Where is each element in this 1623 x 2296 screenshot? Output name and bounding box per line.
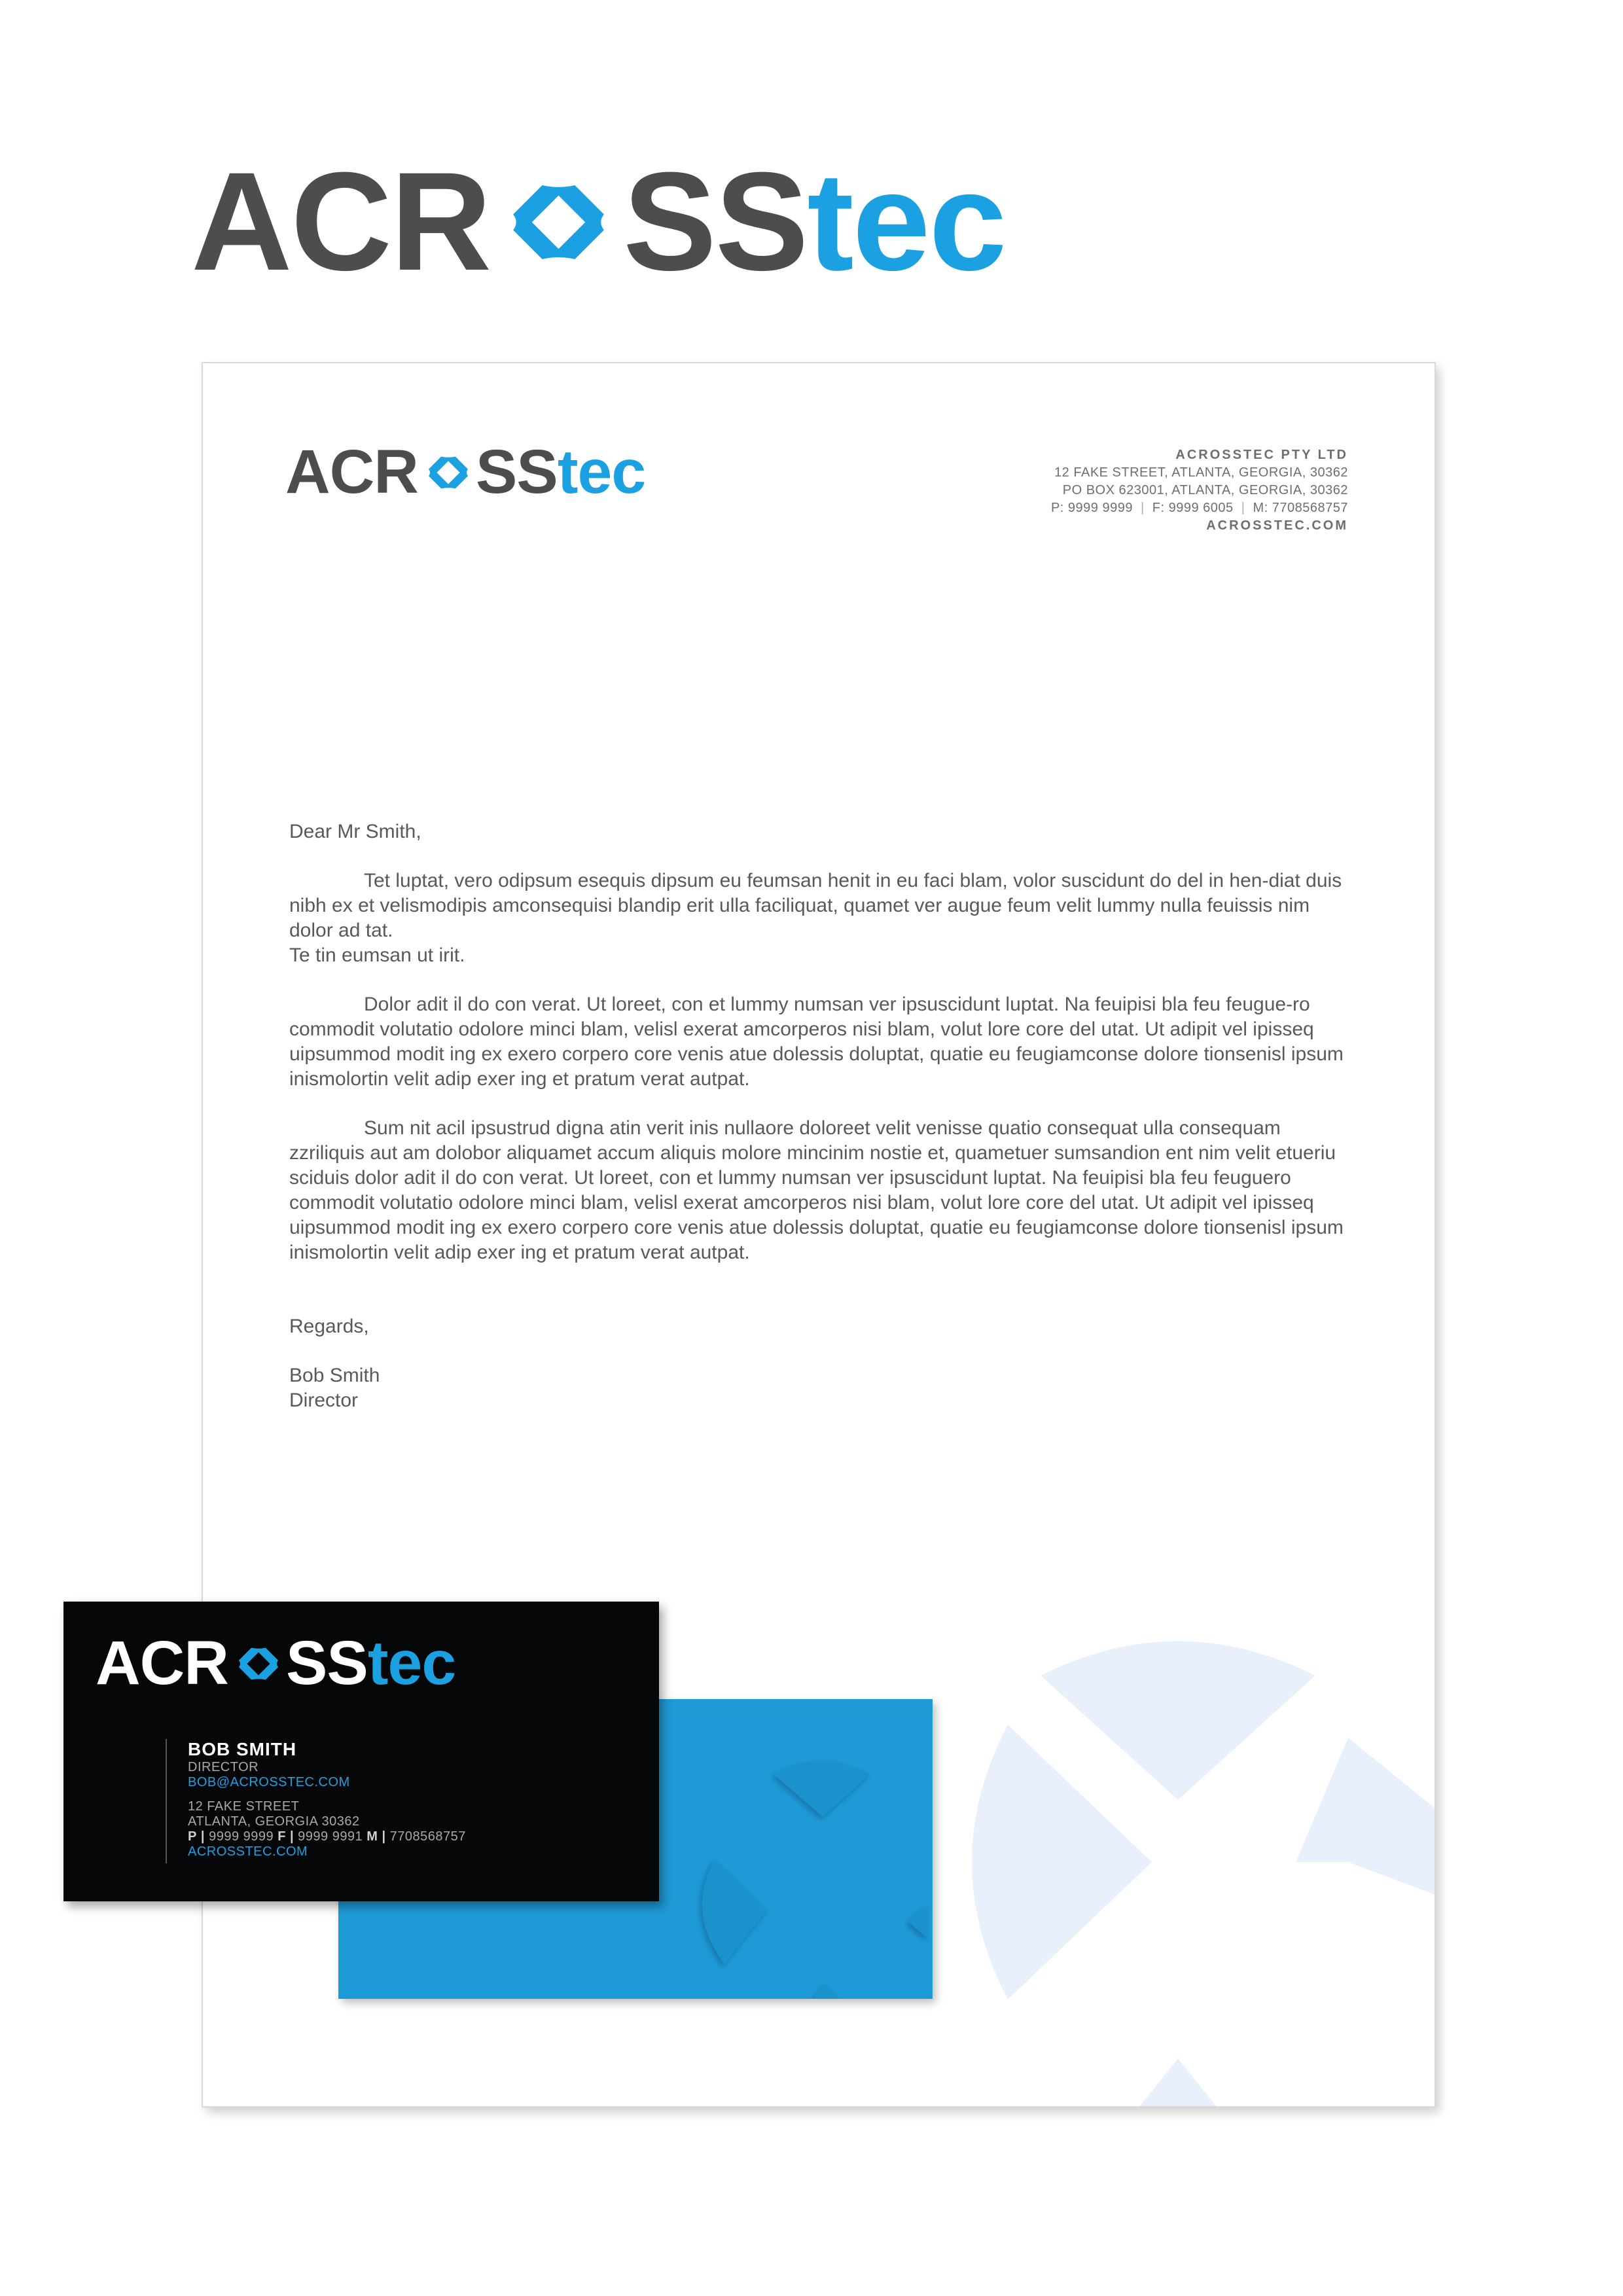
- logo-text-ss: SS: [475, 437, 558, 507]
- logo-text-acr: ACR: [96, 1628, 228, 1698]
- card-city: ATLANTA, GEORGIA 30362: [188, 1814, 360, 1829]
- phone-line: [1051, 499, 1348, 517]
- salutation: Dear Mr Smith,: [289, 821, 421, 842]
- separator: |: [200, 1829, 205, 1844]
- fax-number: F: 9999 6005: [1152, 501, 1234, 515]
- card-phone-line: [188, 1829, 466, 1844]
- paragraph-3: Sum nit acil ipsustrud digna atin verit inis nullaore doloreet velit venisse quatio consequat ulla consequam zzriliquis aut am dolobor aliquamet accum aliquis molore mincinim nostie et, quametuer sumsandion ent nim velit etueriu sciduis dolor adit il do con verat. Ut loreet, con et lummy numsan ver ipsuscidunt luptat. Na feuipisi bla feu feuguero commodit volutatio odolore minci blam, velisl exerat amcorperos nisi blam, volut lore core del utat. Ut adipit vel ipisseq uipsummod modit ing ex exero corpero core venis atue dolessis doluptat, quatie eu feugiamconse dolore tionsenisl ipsum inismolortin velit adip exer ing et pratum verat autpat.: [289, 1117, 1344, 1263]
- letter-body: [289, 819, 1348, 1413]
- company-name: ACROSSTEC PTY LTD: [1175, 448, 1348, 462]
- logo-text-tec: tec: [367, 1628, 456, 1698]
- po-box-address: PO BOX 623001, ATLANTA, GEORGIA, 30362: [1062, 483, 1348, 497]
- sender-title: Director: [289, 1390, 359, 1411]
- separator: |: [382, 1829, 386, 1844]
- paragraph-1b: Te tin eumsan ut irit.: [289, 944, 465, 966]
- logo-text-acr: ACR: [285, 437, 418, 507]
- letterhead-contact-block: [1051, 446, 1348, 535]
- letterhead-logo: [285, 437, 646, 507]
- card-email: BOB@ACROSSTEC.COM: [188, 1775, 350, 1789]
- paragraph-2: Dolor adit il do con verat. Ut loreet, con et lummy numsan ver ipsuscidunt luptat. Na feuipisi bla feu feugue-ro commodit volutatio odolore minci blam, velisl exerat amcorperos nisi blam, volut lore core del utat. Ut adipit vel ipisseq uipsummod modit ing ex exero corpero core venis atue dolessis doluptat, quatie eu feugiamconse dolore tionsenisl ipsum inismolortin velit adip exer ing et pratum verat autpat.: [289, 994, 1344, 1090]
- logo-text-acr: ACR: [191, 143, 491, 300]
- card-phone: 9999 9999: [209, 1829, 274, 1844]
- logo-text-tec: tec: [557, 437, 646, 507]
- x-logo-icon: [422, 446, 474, 499]
- website: ACROSSTEC.COM: [1206, 518, 1348, 533]
- card-mobile: 7708568757: [389, 1829, 466, 1844]
- card-website: ACROSSTEC.COM: [188, 1844, 308, 1859]
- x-logo-icon: [232, 1638, 285, 1690]
- x-logo-icon: [498, 162, 619, 283]
- card-name: BOB SMITH: [188, 1739, 297, 1759]
- street-address: 12 FAKE STREET, ATLANTA, GEORGIA, 30362: [1054, 465, 1348, 480]
- separator: |: [1141, 501, 1145, 515]
- card-contact-info: [166, 1739, 466, 1863]
- x-watermark-icon: [955, 1626, 1436, 2108]
- sender-name: Bob Smith: [289, 1365, 380, 1386]
- card-fax: 9999 9991: [298, 1829, 363, 1844]
- phone-label: P: [188, 1829, 197, 1844]
- card-street: 12 FAKE STREET: [188, 1799, 300, 1814]
- separator: |: [1241, 501, 1245, 515]
- separator: |: [289, 1829, 294, 1844]
- logo-text-ss: SS: [623, 143, 808, 300]
- mobile-label: M: [366, 1829, 378, 1844]
- card-title: DIRECTOR: [188, 1760, 259, 1774]
- logo-text-tec: tec: [807, 143, 1006, 300]
- mobile-number: M: 7708568757: [1253, 501, 1348, 515]
- fax-label: F: [277, 1829, 286, 1844]
- card-logo: [96, 1628, 456, 1698]
- phone-number: P: 9999 9999: [1050, 501, 1133, 515]
- logo-text-ss: SS: [285, 1628, 368, 1698]
- closing: Regards,: [289, 1316, 369, 1337]
- business-card-front: [63, 1602, 659, 1901]
- hero-logo: [191, 143, 1006, 300]
- paragraph-1: Tet luptat, vero odipsum esequis dipsum eu feumsan henit in eu faci blam, volor suscidunt do del in hen-diat duis nibh ex et velismodipis amconsequisi blandip erit ulla faciliquat, quamet ver augue feum velit lummy nulla feuissis nim dolor ad tat.: [289, 870, 1342, 941]
